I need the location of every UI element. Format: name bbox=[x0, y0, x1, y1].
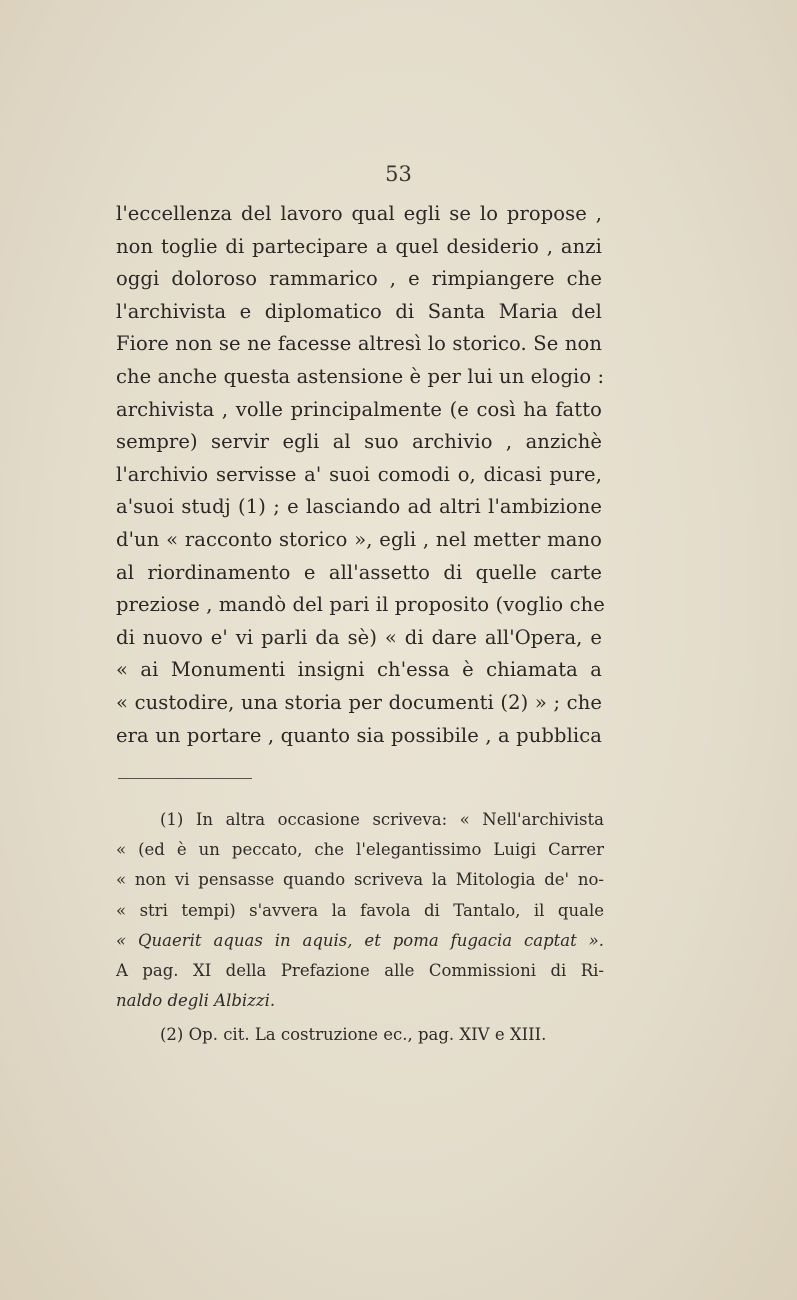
footnote-1-line: naldo degli Albizzi. bbox=[116, 991, 276, 1011]
body-line: che anche questa astensione è per lui un elogio : bbox=[116, 364, 605, 388]
body-line: l'eccellenza del lavoro qual egli se lo propose , bbox=[116, 202, 602, 225]
footnote-1-line: (1) In altra occasione scriveva: « Nell'archivista bbox=[160, 810, 604, 829]
body-line: sempre) servir egli al suo archivio , anzichè bbox=[116, 430, 602, 454]
footnote-separator bbox=[118, 778, 252, 779]
body-line: « custodire, una storia per documenti (2) » ; che bbox=[116, 690, 602, 714]
body-line: d'un « racconto storico », egli , nel metter mano bbox=[116, 527, 602, 551]
footnote-1-line: « non vi pensasse quando scriveva la Mitologia de' no- bbox=[116, 870, 604, 890]
footnote-1-line: « stri tempi) s'avvera la favola di Tantalo, il quale bbox=[116, 900, 604, 920]
body-line: l'archivio servisse a' suoi comodi o, dicasi pure, bbox=[116, 462, 602, 486]
footnote-1-line: « (ed è un peccato, che l'elegantissimo Luigi Carrer bbox=[116, 840, 604, 860]
body-text bbox=[116, 198, 605, 752]
body-line: preziose , mandò del pari il proposito (voglio che bbox=[116, 593, 605, 617]
page-number: 53 bbox=[385, 162, 412, 186]
body-line: al riordinamento e all'assetto di quelle carte bbox=[116, 560, 602, 584]
body-line: oggi doloroso rammarico , e rimpiangere che bbox=[116, 267, 602, 291]
body-line: l'archivista e diplomatico di Santa Maria del bbox=[116, 299, 602, 323]
footnote-2-line: (2) Op. cit. La costruzione ec., pag. XIV e XIII. bbox=[160, 1025, 547, 1045]
body-line: non toglie di partecipare a quel desiderio , anzi bbox=[116, 234, 602, 258]
footnotes bbox=[116, 805, 604, 1051]
body-line: era un portare , quanto sia possibile , a pubblica bbox=[116, 723, 602, 747]
body-line: di nuovo e' vi parli da sè) « di dare all'Opera, e bbox=[116, 625, 602, 649]
footnote-1-line: A pag. XI della Prefazione alle Commissioni di Ri- bbox=[116, 960, 604, 980]
footnote-1-line: « Quaerit aquas in aquis, et poma fugacia captat ». bbox=[116, 930, 604, 950]
body-line: Fiore non se ne facesse altresì lo storico. Se non bbox=[116, 332, 602, 356]
body-line: a'suoi studj (1) ; e lasciando ad altri l'ambizione bbox=[116, 495, 602, 519]
body-line: archivista , volle principalmente (e così ha fatto bbox=[116, 397, 602, 421]
body-line: « ai Monumenti insigni ch'essa è chiamata a bbox=[116, 658, 602, 682]
